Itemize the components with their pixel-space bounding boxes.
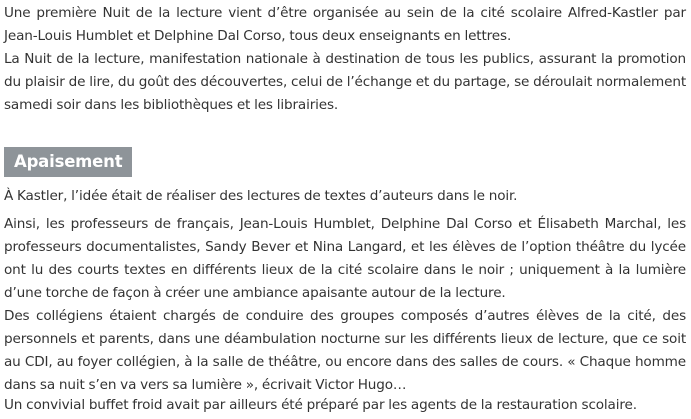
section-heading: Apaisement: [4, 147, 132, 177]
section-paragraph-1: À Kastler, l’idée était de réaliser des lectures de textes d’auteurs dans le noir.: [4, 188, 518, 204]
section-paragraph-4: Un convivial buffet froid avait par ailleurs été préparé par les agents de la restauration scolaire.: [4, 397, 637, 413]
section-paragraph-2: Ainsi, les professeurs de français, Jean-Louis Humblet, Delphine Dal Corso et Élisabeth Marchal, les professeurs documentalistes, Sandy Bever et Nina Langard, et les élèves de l’option théâtre du lycée ont lu des courts textes en différents lieux de la cité scolaire dans le noir ; uniquement à la lumière d’une torche de façon à créer une ambiance apaisante autour de la lecture.: [4, 216, 686, 301]
context-paragraph: La Nuit de la lecture, manifestation nationale à destination de tous les publics, assurant la promotion du plaisir de lire, du goût des découvertes, celui de l’échange et du partage, se déroulait normalement samedi soir dans les bibliothèques et les librairies.: [4, 51, 686, 113]
section-paragraph-3: Des collégiens étaient chargés de conduire des groupes composés d’autres élèves de la cité, des personnels et parents, dans une déambulation nocturne sur les différents lieux de lecture, que ce soit au CDI, au foyer collégien, à la salle de théâtre, ou encore dans des salles de cours. « Chaque homme dans sa nuit s’en va vers sa lumière », écrivait Victor Hugo…: [4, 308, 686, 393]
intro-paragraph: Une première Nuit de la lecture vient d’être organisée au sein de la cité scolaire Alfred-Kastler par Jean-Louis Humblet et Delphine Dal Corso, tous deux enseignants en lettres.: [4, 5, 686, 44]
